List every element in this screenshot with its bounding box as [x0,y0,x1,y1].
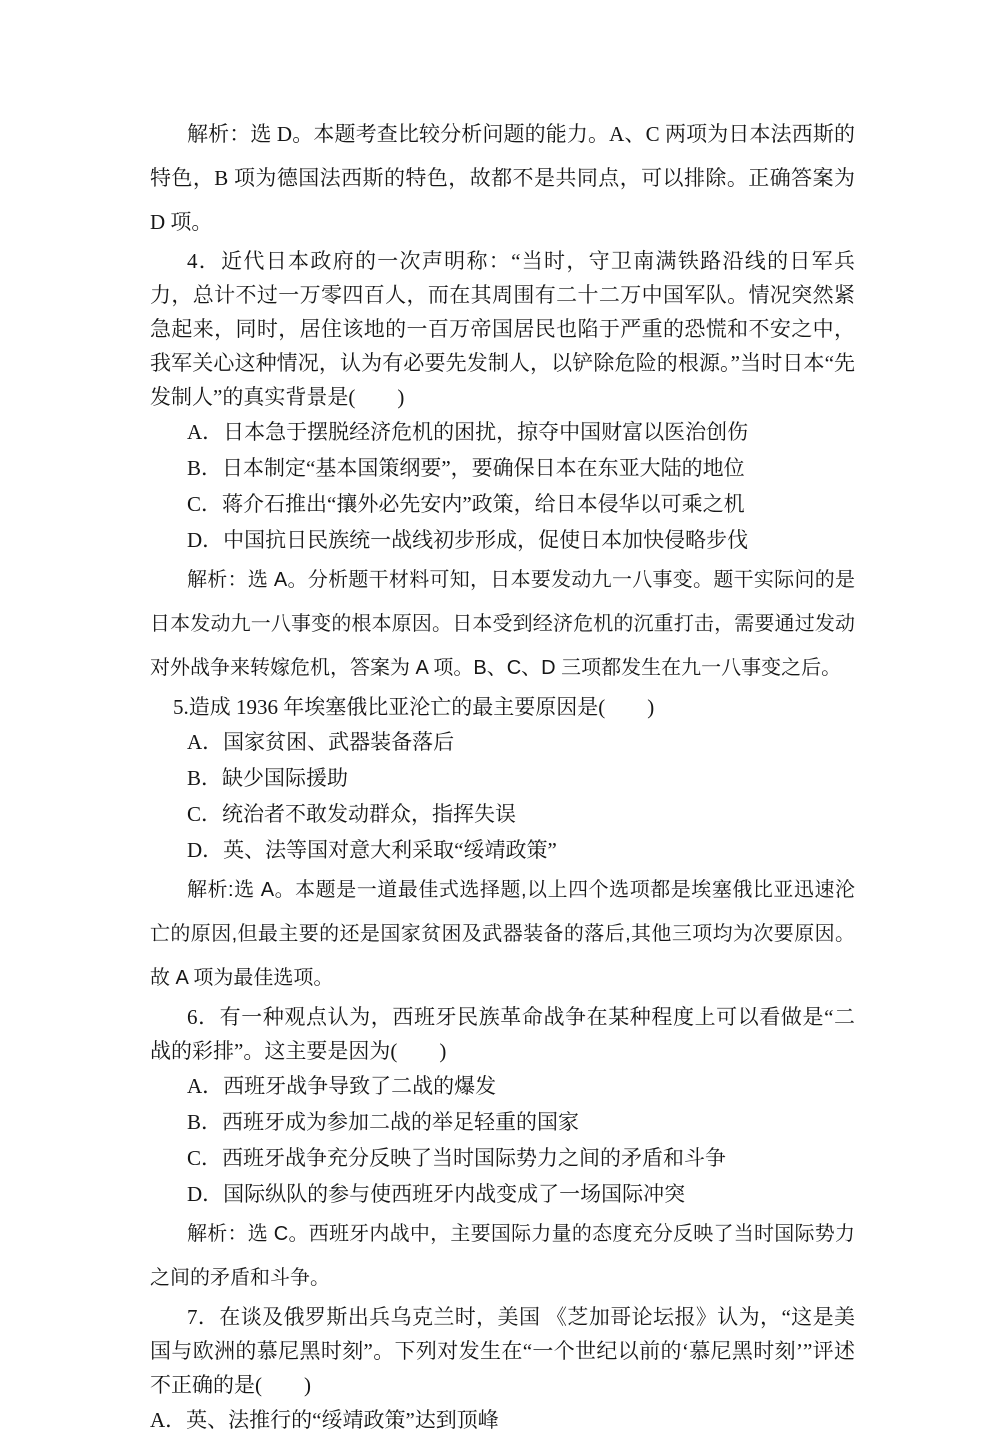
choice-option-line: C．统治者不敢发动群众，指挥失误 [187,802,517,826]
choice-option-line: B．日本制定“基本国策纲要”，要确保日本在东亚大陆的地位 [187,456,745,480]
choice-option-line: D．中国抗日民族统一战线初步形成，促使日本加快侵略步伐 [187,528,749,552]
answer-explanation-paragraph: 解析：选 A。分析题干材料可知，日本要发动九一八事变。题干实际问的是日本发动九一八事变的根本原因。日本受到经济危机的沉重打击，需要通过发动对外战争来转嫁危机，答案为 A 项。B、C、D 三项都发生在九一八事变之后。 [150,569,855,679]
choice-option-line: A．西班牙战争导致了二战的爆发 [187,1074,497,1098]
choice-option-line: B．西班牙成为参加二战的举足轻重的国家 [187,1110,580,1134]
choice-option-line: D．英、法等国对意大利采取“绥靖政策” [187,838,557,862]
choice-option-line: A．日本急于摆脱经济危机的困扰，掠夺中国财富以医治创伤 [187,420,749,444]
question-paragraph: 5.造成 1936 年埃塞俄比亚沦亡的最主要原因是( ) [173,695,655,719]
choice-option-line: D．国际纵队的参与使西班牙内战变成了一场国际冲突 [187,1182,686,1206]
document-body [150,112,855,1438]
choice-option-line: B．缺少国际援助 [187,766,349,790]
answer-explanation-paragraph: 解析:选 A。本题是一道最佳式选择题,以上四个选项都是埃塞俄比亚迅速沦亡的原因,但最主要的还是国家贫困及武器装备的落后,其他三项均为次要原因。故 A 项为最佳选项。 [150,879,855,989]
question-paragraph: 4．近代日本政府的一次声明称：“当时，守卫南满铁路沿线的日军兵力，总计不过一万零四百人，而在其周围有二十二万中国军队。情况突然紧急起来，同时，居住该地的一百万帝国居民也陷于严重的恐慌和不安之中，我军关心这种情况，认为有必要先发制人，以铲除危险的根源。”当时日本“先发制人”的真实背景是( ) [150,249,855,409]
choice-option-line: C．西班牙战争充分反映了当时国际势力之间的矛盾和斗争 [187,1146,727,1170]
answer-explanation-paragraph: 解析：选 D。本题考查比较分析问题的能力。A、C 两项为日本法西斯的特色，B 项为德国法西斯的特色，故都不是共同点，可以排除。正确答案为 D 项。 [150,122,855,234]
question-paragraph: 7．在谈及俄罗斯出兵乌克兰时，美国 《芝加哥论坛报》认为，“这是美国与欧洲的慕尼黑时刻”。下列对发生在“一个世纪以前的‘慕尼黑时刻’”评述不正确的是( ) [150,1305,855,1397]
choice-option-line: A．国家贫困、武器装备落后 [187,730,455,754]
choice-option-line: C．蒋介石推出“攘外必先安内”政策，给日本侵华以可乘之机 [187,492,745,516]
question-paragraph: 6．有一种观点认为，西班牙民族革命战争在某种程度上可以看做是“二战的彩排”。这主要是因为( ) [150,1005,855,1063]
choice-option-line: A．英、法推行的“绥靖政策”达到顶峰 [150,1408,499,1432]
answer-explanation-paragraph: 解析：选 C。西班牙内战中，主要国际力量的态度充分反映了当时国际势力之间的矛盾和斗争。 [150,1223,855,1289]
